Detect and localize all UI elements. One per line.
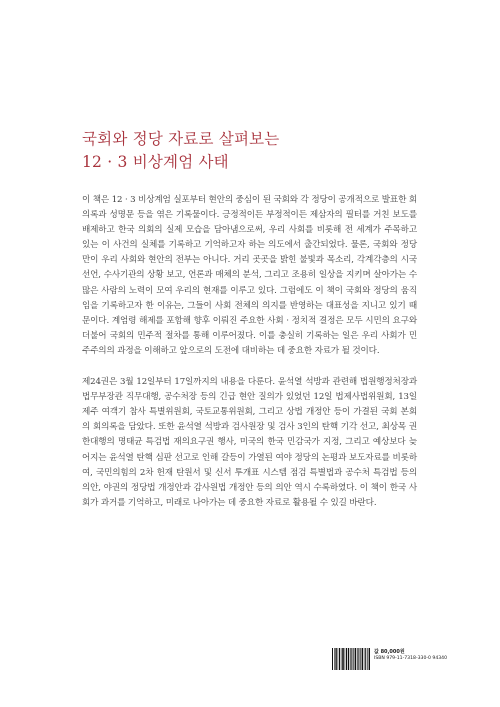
book-title xyxy=(82,128,422,174)
price-label: 값 80,000원 xyxy=(374,649,405,655)
description-paragraph-2: 제24권은 3월 12일부터 17일까지의 내용을 다룬다. 윤석열 석방과 관련해 법원행정처장과 법무부장관 직무대행, 공수처장 등의 긴급 현안 질의가 있었던 12일 법제사법위원회, 13일 제주 여객기 참사 특별위원회, 국토교통위원회, 그리고 상법 개정안 등이 가결된 국회 본회의 회의록을 담았다. 또한 윤석열 석방과 검사원장 및 검사 3인의 탄핵 기각 선고, 최상목 권한대행의 명태균 특검법 재의요구권 행사, 미국의 한국 민감국가 지정, 그리고 예상보다 늦어지는 윤석열 탄핵 심판 선고로 인해 갈등이 가열된 여야 정당의 논평과 보도자료를 비롯하여, 국민의힘의 2차 헌재 탄원서 및 신서 투개표 시스템 점검 특별법과 공수처 특검법 등의 의안, 야권의 정당법 개정안과 감사원법 개정안 등의 의안 역시 수록하였다. 이 책이 한국 사회가 과거를 기억하고, 미래로 나아가는 데 중요한 자료로 활용될 수 있길 바란다. xyxy=(82,377,417,508)
isbn-label: ISBN 979-11-7318-330-0 94340 xyxy=(374,655,448,661)
description-paragraph-1: 이 책은 12 · 3 비상계엄 실포부터 현안의 중심이 된 국회와 각 정당이 공개적으로 발표한 회의록과 성명문 등을 엮은 기록물이다. 긍정적이든 부정적이든 제삼자의 필터를 거친 보도를 배제하고 한국 의회의 실제 모습을 담아냄으로써, 우리 사회를 비롯해 전 세계가 주목하고 있는 이 사건의 실체를 기록하고 기억하고자 하는 의도에서 출간되었다. 물론, 국회와 정당만이 우리 사회와 현안의 전부는 아니다. 거리 곳곳을 밝힌 불빛과 목소리, 각계각층의 시국선언, 수사기관의 상황 보고, 언론과 매체의 분석, 그리고 조용히 일상을 지키며 살아가는 수많은 사람의 노력이 모여 우리의 현재를 이루고 있다. 그럼에도 이 책이 국회와 정당의 움직임을 기록하고자 한 이유는, 그들이 사회 전체의 의지를 반영하는 대표성을 지니고 있기 때문이다. 계엄령 해제를 포함해 향후 이뤄진 주요한 사회 · 정치적 결정은 모두 시민의 요구와 더불어 국회의 민주적 절차를 통해 이루어졌다. 이를 충실히 기록하는 일은 우리 사회가 민주주의의 과정을 이해하고 앞으로의 도전에 대비하는 데 중요한 자료가 될 것이다. xyxy=(82,195,417,356)
barcode-block xyxy=(332,648,448,674)
title-line-1: 국회와 정당 자료로 살펴보는 xyxy=(82,130,280,148)
isbn-info xyxy=(374,649,447,662)
title-line-2: 12 · 3 비상계엄 사태 xyxy=(82,153,229,171)
book-description xyxy=(82,193,417,511)
barcode-icon xyxy=(332,648,370,670)
